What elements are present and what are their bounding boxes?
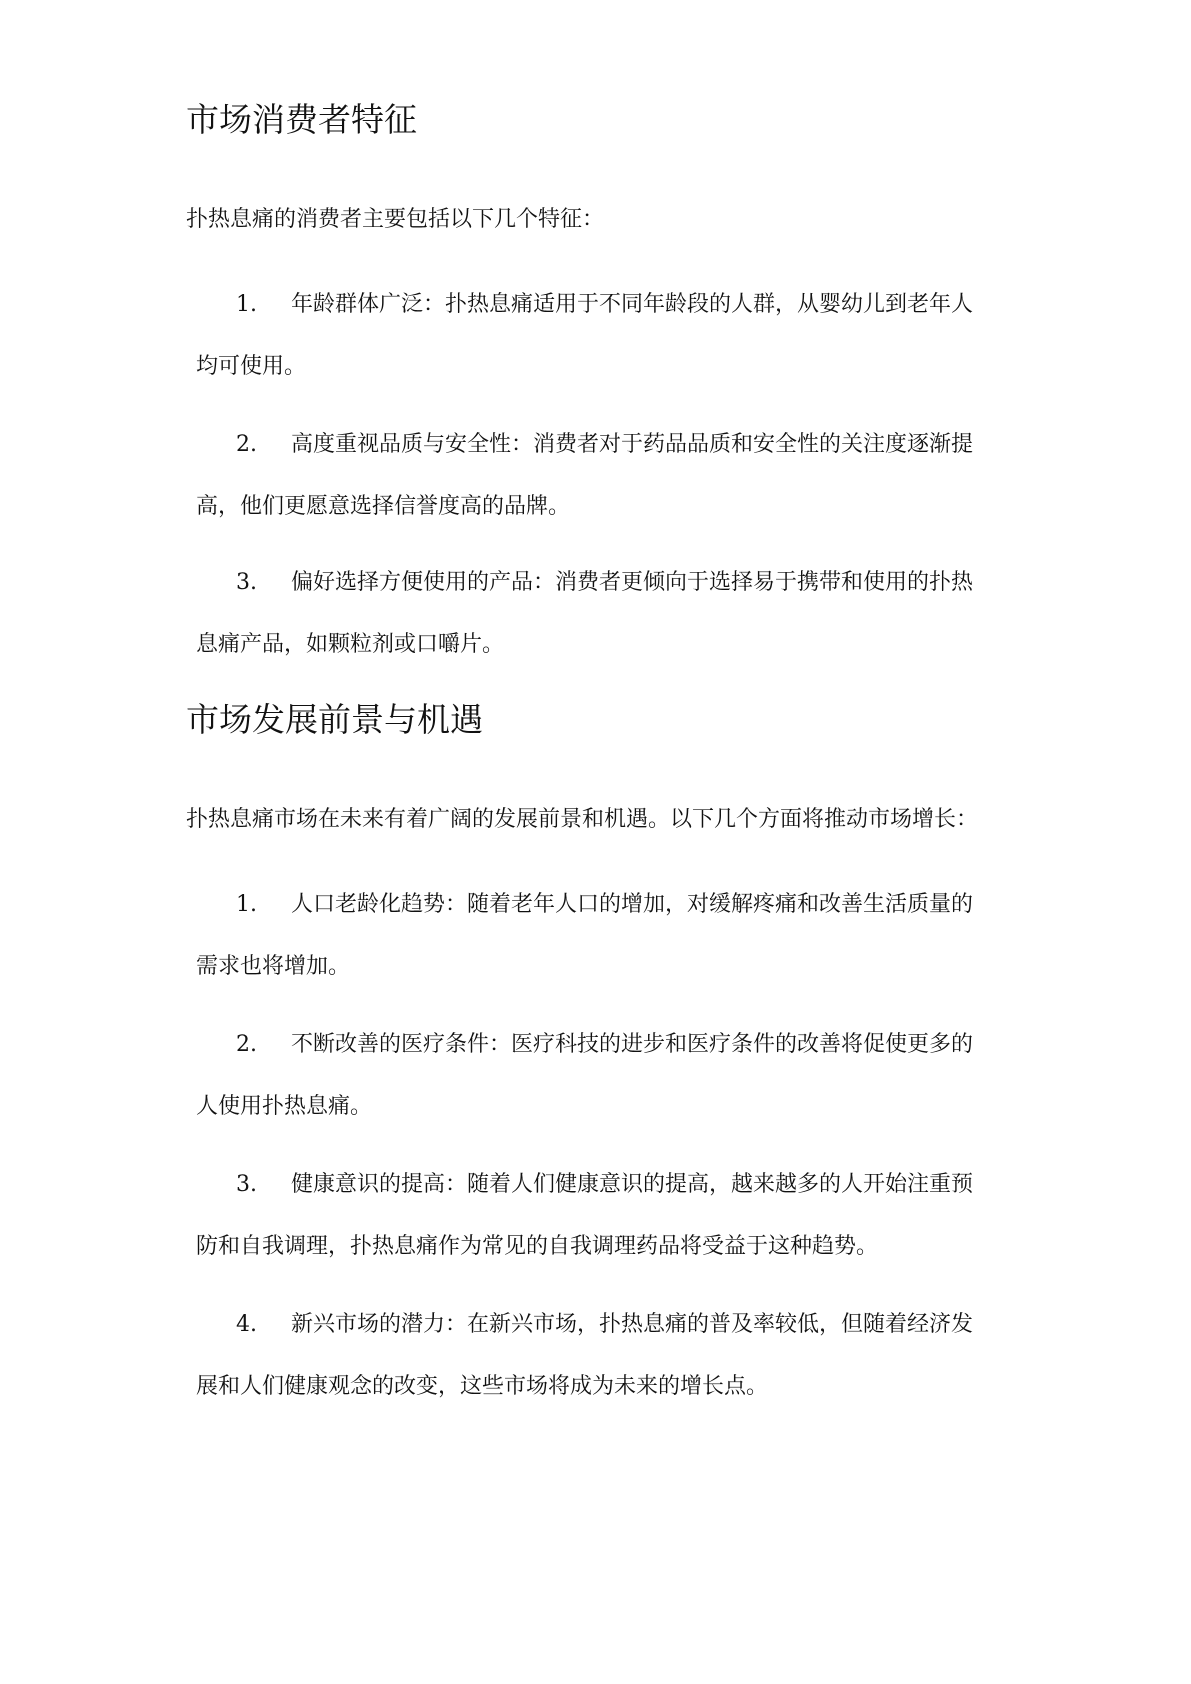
list-item-text: 年龄群体广泛：扑热息痛适用于不同年龄段的人群，从婴幼儿到老年人 [291,292,974,317]
list-item-text-continued: 展和人们健康观念的改变，这些市场将成为未来的增长点。 [196,1374,769,1399]
list-item [186,1170,1036,1259]
list-item-text: 健康意识的提高：随着人们健康意识的提高，越来越多的人开始注重预 [291,1172,974,1197]
list-item [186,568,1036,657]
list-item-text: 人口老龄化趋势：随着老年人口的增加，对缓解疼痛和改善生活质量的 [291,892,974,917]
section-heading-consumer-features: 市场消费者特征 [186,100,417,139]
list-item-number: 2. [236,432,257,457]
list-item-text: 新兴市场的潜力：在新兴市场，扑热息痛的普及率较低，但随着经济发 [291,1312,974,1337]
list-item-number: 1. [236,292,257,317]
list-item [186,1030,1036,1119]
list-item-text-continued: 防和自我调理，扑热息痛作为常见的自我调理药品将受益于这种趋势。 [196,1234,879,1259]
list-item-text-continued: 均可使用。 [196,354,307,379]
list-item-text-continued: 息痛产品，如颗粒剂或口嚼片。 [196,632,505,657]
list-item-number: 3. [236,570,257,595]
list-item-number: 3. [236,1172,257,1197]
list-item [186,430,1036,519]
list-item-text-continued: 高，他们更愿意选择信誉度高的品牌。 [196,494,571,519]
list-item-number: 4. [236,1312,257,1337]
list-item-text: 不断改善的医疗条件：医疗科技的进步和医疗条件的改善将促使更多的 [291,1032,974,1057]
list-item-text-continued: 需求也将增加。 [196,954,351,979]
list-item-text: 偏好选择方便使用的产品：消费者更倾向于选择易于携带和使用的扑热 [291,570,974,595]
section-heading-market-outlook: 市场发展前景与机遇 [186,700,483,739]
list-item-number: 1. [236,892,257,917]
list-item [186,290,1036,379]
list-item-text: 高度重视品质与安全性：消费者对于药品品质和安全性的关注度逐渐提 [291,432,974,457]
section-intro-market-outlook: 扑热息痛市场在未来有着广阔的发展前景和机遇。以下几个方面将推动市场增长： [186,807,979,832]
section-intro-consumer-features: 扑热息痛的消费者主要包括以下几个特征： [186,207,605,232]
list-item [186,890,1036,979]
list-item-text-continued: 人使用扑热息痛。 [196,1094,373,1119]
list-item [186,1310,1036,1399]
list-item-number: 2. [236,1032,257,1057]
